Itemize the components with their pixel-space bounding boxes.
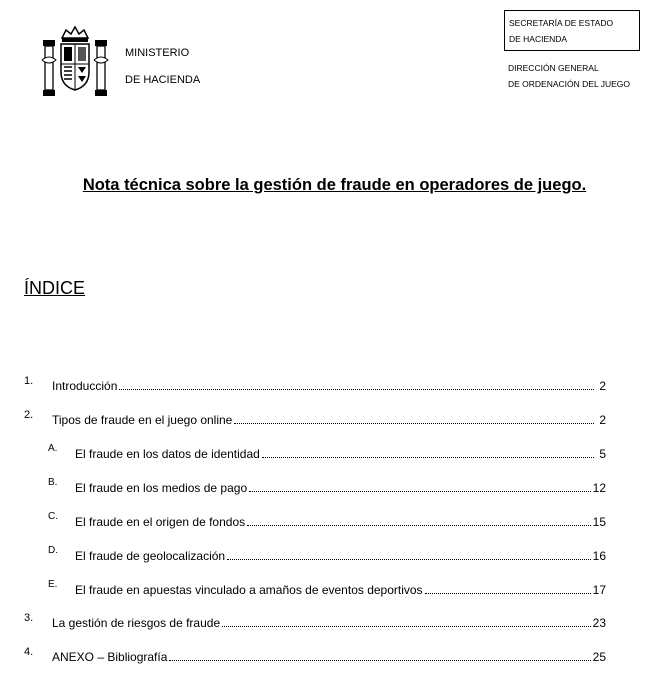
direccion-line-1: DIRECCIÓN GENERAL — [508, 63, 599, 73]
toc-page-number: 12 — [592, 481, 606, 495]
toc-text: Tipos de fraude en el juego online — [52, 413, 233, 427]
toc-leader-dots — [247, 524, 591, 526]
ministry-line-1: MINISTERIO — [125, 47, 190, 59]
toc-page-number: 17 — [592, 583, 606, 597]
secretaria-line-1: SECRETARÍA DE ESTADO — [509, 18, 614, 28]
toc-page-number: 2 — [599, 413, 606, 427]
toc-leader-dots — [222, 625, 591, 627]
direccion-general — [508, 60, 630, 92]
toc-page-number: 25 — [592, 650, 606, 664]
toc-leader-dots — [425, 592, 591, 594]
toc-page-number: 23 — [592, 616, 606, 630]
toc-number: 2. — [24, 409, 34, 421]
secretaria-box — [504, 10, 640, 51]
ministry-line-2: DE HACIENDA — [125, 74, 201, 86]
toc-letter: A. — [48, 443, 58, 454]
toc-number: 4. — [24, 646, 34, 658]
direccion-line-2: DE ORDENACIÓN DEL JUEGO — [508, 79, 631, 89]
toc-page-number: 16 — [592, 549, 606, 563]
toc-leader-dots — [227, 558, 591, 560]
toc-leader-dots — [262, 456, 594, 458]
toc-number: 3. — [24, 612, 34, 624]
toc-text: ANEXO – Bibliografía — [52, 650, 168, 664]
toc-page-number: 15 — [592, 515, 606, 529]
secretaria-line-2: DE HACIENDA — [509, 34, 568, 44]
toc-row[interactable] — [24, 612, 606, 630]
toc-text: Introducción — [52, 379, 118, 393]
ministry-name — [125, 46, 200, 100]
toc-number: 1. — [24, 375, 34, 387]
index-heading: ÍNDICE — [24, 278, 86, 298]
toc-row[interactable] — [24, 646, 606, 664]
toc-row[interactable] — [48, 579, 606, 597]
coat-of-arms-icon — [40, 24, 110, 102]
toc-leader-dots — [234, 422, 594, 424]
toc-leader-dots — [119, 388, 594, 390]
toc-page-number: 2 — [599, 379, 606, 393]
toc-row[interactable] — [24, 375, 606, 393]
toc-row[interactable] — [48, 477, 606, 495]
toc-letter: E. — [48, 579, 58, 590]
toc-letter: B. — [48, 477, 58, 488]
toc-text: El fraude de geolocalización — [75, 549, 226, 563]
toc-row[interactable] — [48, 545, 606, 563]
toc-text: El fraude en los datos de identidad — [75, 447, 260, 461]
toc-row[interactable] — [24, 409, 606, 427]
toc-row[interactable] — [48, 511, 606, 529]
toc-text: El fraude en apuestas vinculado a amaños de eventos deportivos — [75, 583, 423, 597]
document-title: Nota técnica sobre la gestión de fraude en operadores de juego. — [82, 176, 587, 194]
toc-page-number: 5 — [599, 447, 606, 461]
toc-text: El fraude en los medios de pago — [75, 481, 248, 495]
toc-letter: C. — [48, 511, 58, 522]
toc-leader-dots — [169, 659, 590, 661]
toc-leader-dots — [249, 490, 591, 492]
toc-row[interactable] — [48, 443, 606, 461]
toc-text: La gestión de riesgos de fraude — [52, 616, 221, 630]
toc-letter: D. — [48, 545, 58, 556]
toc-text: El fraude en el origen de fondos — [75, 515, 246, 529]
